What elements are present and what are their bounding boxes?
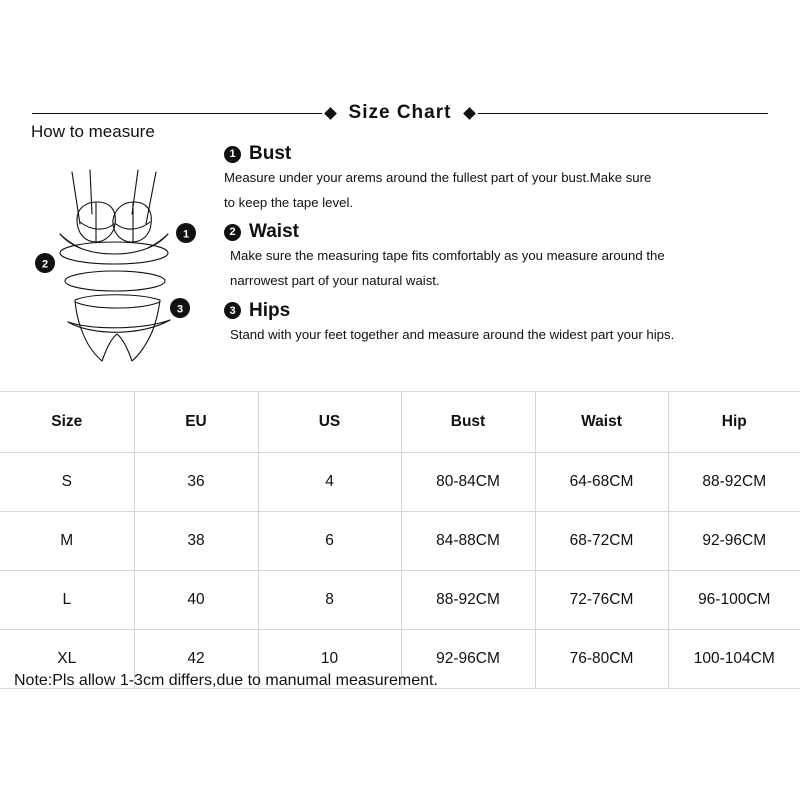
cell-hip: 96-100CM [668,571,800,630]
diamond-marker-left-icon [324,107,337,120]
cell-hip: 92-96CM [668,512,800,571]
cell-size: XL [0,630,134,689]
instruction-hips-line-1: Stand with your feet together and measure around the widest part your hips. [230,326,675,342]
instruction-hips-number-icon: 3 [224,302,241,319]
instruction-bust-line-2: to keep the tape level. [224,194,354,210]
column-header-bust: Bust [401,392,535,453]
measurement-figure [20,150,220,365]
cell-eu: 42 [134,630,258,689]
measurement-note: Note:Pls allow 1-3cm differs,due to manumal measurement. [14,672,438,689]
instruction-waist-line-2: narrowest part of your natural waist. [230,273,440,289]
instruction-bust-line-1: Measure under your arems around the fullest part of your bust.Make sure [224,170,652,185]
instruction-waist-title: Waist [249,221,299,243]
cell-bust: 88-92CM [401,571,535,630]
column-header-size: Size [0,392,134,453]
cell-waist: 76-80CM [535,630,668,689]
cell-size: L [0,571,134,630]
instruction-bust-number-icon: 1 [224,146,241,163]
svg-text:2: 2 [41,258,49,271]
cell-size: M [0,512,134,571]
page-title: Size Chart [348,102,452,123]
header-rule-right [478,113,768,114]
instructions-list [224,143,784,354]
cell-hip: 88-92CM [668,453,800,512]
how-to-measure-title: How to measure [31,122,155,141]
table-row [0,512,800,571]
diamond-marker-right-icon [464,107,477,120]
instruction-waist-number-icon: 2 [224,224,241,241]
cell-eu: 40 [134,571,258,630]
table-row [0,453,800,512]
cell-eu: 36 [134,453,258,512]
figure-marker-2-icon [35,253,55,273]
instruction-hips-title: Hips [249,299,291,321]
figure-marker-3-icon [170,298,190,318]
cell-waist: 72-76CM [535,571,668,630]
instruction-bust-header [224,143,784,165]
instruction-waist-header [224,221,784,243]
instruction-hips [224,300,784,347]
cell-bust: 84-88CM [401,512,535,571]
figure-marker-1-icon [176,223,196,243]
cell-us: 10 [258,630,401,689]
cell-waist: 68-72CM [535,512,668,571]
table-header-row [0,392,800,453]
cell-us: 8 [258,571,401,630]
cell-eu: 38 [134,512,258,571]
column-header-eu: EU [134,392,258,453]
column-header-waist: Waist [535,392,668,453]
cell-size: S [0,453,134,512]
instruction-waist [224,221,784,292]
cell-hip: 100-104CM [668,630,800,689]
instruction-hips-header [224,300,784,322]
bra-and-panty-illustration-icon [20,150,220,365]
cell-us: 4 [258,453,401,512]
svg-text:1: 1 [182,228,190,241]
table-row [0,571,800,630]
svg-text:3: 3 [176,303,184,316]
column-header-us: US [258,392,401,453]
cell-waist: 64-68CM [535,453,668,512]
size-chart-table [0,391,800,689]
instruction-bust-title: Bust [249,143,292,164]
instruction-waist-line-1: Make sure the measuring tape fits comfortably as you measure around the [230,248,665,264]
instruction-bust [224,143,784,214]
cell-bust: 80-84CM [401,453,535,512]
header-rule-left [32,113,322,114]
cell-us: 6 [258,512,401,571]
column-header-hip: Hip [668,392,800,453]
cell-bust: 92-96CM [401,630,535,689]
